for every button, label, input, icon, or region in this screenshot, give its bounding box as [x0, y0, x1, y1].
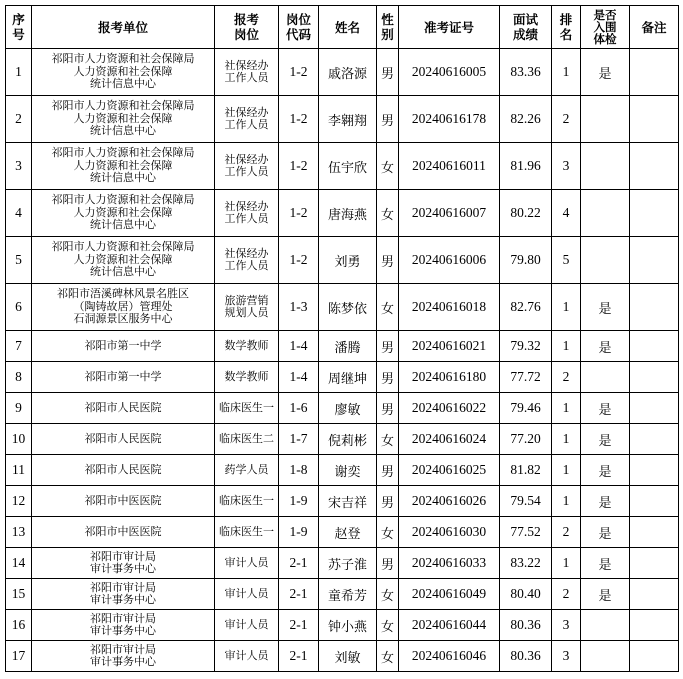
table-row [6, 237, 679, 284]
cell-sex: 男 [377, 237, 399, 284]
cell-score: 77.52 [500, 517, 552, 548]
cell-score: 79.32 [500, 331, 552, 362]
cell-rank: 5 [552, 237, 581, 284]
cell-unit-line: 统计信息中心 [90, 265, 156, 279]
cell-post-line: 工作人员 [224, 118, 269, 131]
cell-rank: 1 [552, 393, 581, 424]
cell-unit-line: 统计信息中心 [90, 171, 156, 185]
cell-exam: 20240616007 [399, 190, 500, 237]
cell-idx: 13 [6, 517, 32, 548]
cell-unit [32, 284, 215, 331]
cell-post [215, 517, 279, 548]
cell-name: 刘敏 [319, 641, 377, 672]
cell-note [630, 143, 679, 190]
cell-score: 81.82 [500, 455, 552, 486]
cell-pass [581, 610, 630, 641]
cell-pass: 是 [581, 517, 630, 548]
cell-unit [32, 96, 215, 143]
cell-rank: 2 [552, 96, 581, 143]
cell-unit-line: 人力资源和社会保障 [73, 205, 173, 219]
cell-post [215, 579, 279, 610]
cell-name: 伍宇欣 [319, 143, 377, 190]
cell-unit [32, 579, 215, 610]
cell-unit-line: 祁阳市人力资源和社会保障局 [51, 146, 195, 160]
cell-idx: 10 [6, 424, 32, 455]
cell-post-line: 药学人员 [224, 462, 269, 476]
cell-rank: 3 [552, 143, 581, 190]
cell-rank: 4 [552, 190, 581, 237]
cell-code: 1-3 [279, 284, 319, 331]
cell-sex: 男 [377, 486, 399, 517]
cell-post-line: 数学教师 [224, 369, 269, 383]
cell-unit [32, 143, 215, 190]
cell-sex: 男 [377, 96, 399, 143]
cell-post-line: 社保经办 [224, 246, 269, 260]
cell-note [630, 455, 679, 486]
table-body [6, 49, 679, 672]
table-row [6, 362, 679, 393]
cell-idx: 16 [6, 610, 32, 641]
cell-unit [32, 331, 215, 362]
cell-note [630, 96, 679, 143]
cell-name: 戚洛源 [319, 49, 377, 96]
cell-unit-line: 祁阳市人力资源和社会保障局 [51, 240, 195, 254]
interview-results-table [5, 5, 679, 672]
cell-pass: 是 [581, 424, 630, 455]
cell-pass [581, 96, 630, 143]
cell-idx: 9 [6, 393, 32, 424]
table-row [6, 517, 679, 548]
cell-unit-line: 祁阳市审计局 [90, 611, 156, 625]
cell-pass: 是 [581, 548, 630, 579]
cell-note [630, 49, 679, 96]
cell-exam: 20240616026 [399, 486, 500, 517]
cell-code: 2-1 [279, 610, 319, 641]
cell-post-line: 临床医生二 [219, 431, 274, 445]
table-row [6, 548, 679, 579]
cell-rank: 1 [552, 49, 581, 96]
cell-sex: 女 [377, 284, 399, 331]
cell-post-line: 数学教师 [224, 338, 269, 352]
cell-sex: 男 [377, 362, 399, 393]
cell-idx: 7 [6, 331, 32, 362]
cell-unit-line: 人力资源和社会保障 [73, 64, 173, 78]
cell-rank: 1 [552, 486, 581, 517]
cell-post [215, 486, 279, 517]
cell-rank: 1 [552, 284, 581, 331]
cell-exam: 20240616006 [399, 237, 500, 284]
cell-code: 1-8 [279, 455, 319, 486]
cell-score: 83.36 [500, 49, 552, 96]
header-name: 姓名 [319, 6, 377, 49]
cell-note [630, 610, 679, 641]
cell-unit [32, 237, 215, 284]
cell-post [215, 331, 279, 362]
cell-note [630, 237, 679, 284]
cell-unit-line: 人力资源和社会保障 [73, 111, 173, 125]
cell-post-line: 临床医生一 [219, 524, 274, 538]
cell-sex: 女 [377, 424, 399, 455]
cell-sex: 男 [377, 49, 399, 96]
cell-post [215, 424, 279, 455]
cell-post [215, 455, 279, 486]
cell-code: 1-7 [279, 424, 319, 455]
cell-idx: 11 [6, 455, 32, 486]
cell-score: 82.76 [500, 284, 552, 331]
cell-name: 谢奕 [319, 455, 377, 486]
cell-idx: 3 [6, 143, 32, 190]
cell-unit-line: 祁阳市第一中学 [84, 338, 162, 352]
cell-post-line: 审计人员 [224, 648, 269, 662]
cell-score: 80.40 [500, 579, 552, 610]
cell-code: 1-2 [279, 49, 319, 96]
cell-code: 2-1 [279, 641, 319, 672]
cell-name: 钟小燕 [319, 610, 377, 641]
cell-score: 79.80 [500, 237, 552, 284]
cell-pass: 是 [581, 455, 630, 486]
cell-idx: 6 [6, 284, 32, 331]
cell-exam: 20240616046 [399, 641, 500, 672]
cell-name: 廖敏 [319, 393, 377, 424]
cell-post [215, 96, 279, 143]
cell-exam: 20240616033 [399, 548, 500, 579]
cell-post-line: 旅游营销 [224, 293, 269, 307]
table-row [6, 143, 679, 190]
cell-pass: 是 [581, 486, 630, 517]
cell-sex: 男 [377, 455, 399, 486]
cell-code: 1-2 [279, 237, 319, 284]
cell-name: 童希芳 [319, 579, 377, 610]
cell-unit-line: 祁阳市人力资源和社会保障局 [51, 52, 195, 66]
cell-post [215, 393, 279, 424]
cell-unit [32, 610, 215, 641]
cell-post-line: 审计人员 [224, 617, 269, 631]
cell-idx: 8 [6, 362, 32, 393]
header-idx: 序 号 [6, 6, 32, 49]
cell-unit-line: 祁阳市中医医院 [84, 493, 162, 507]
cell-post-line: 审计人员 [224, 586, 269, 600]
cell-unit-line: 祁阳市中医医院 [84, 524, 162, 538]
cell-note [630, 641, 679, 672]
cell-rank: 2 [552, 517, 581, 548]
cell-rank: 1 [552, 548, 581, 579]
cell-unit-line: 审计事务中心 [90, 562, 156, 575]
header-post: 报考 岗位 [215, 6, 279, 49]
cell-sex: 男 [377, 331, 399, 362]
table-row [6, 284, 679, 331]
cell-code: 1-2 [279, 96, 319, 143]
cell-pass: 是 [581, 579, 630, 610]
cell-score: 83.22 [500, 548, 552, 579]
cell-unit-line: 统计信息中心 [90, 218, 156, 232]
cell-rank: 1 [552, 455, 581, 486]
cell-unit [32, 393, 215, 424]
cell-score: 79.54 [500, 486, 552, 517]
cell-unit-line: 祁阳市人民医院 [84, 431, 162, 445]
cell-name: 潘腾 [319, 331, 377, 362]
cell-post-line: 审计人员 [224, 555, 269, 569]
cell-post [215, 49, 279, 96]
cell-name: 倪莉彬 [319, 424, 377, 455]
cell-post [215, 548, 279, 579]
cell-unit-line: 祁阳市审计局 [90, 549, 156, 563]
cell-post-line: 工作人员 [224, 71, 269, 84]
cell-unit-line: 审计事务中心 [90, 655, 156, 668]
cell-post [215, 190, 279, 237]
cell-rank: 2 [552, 362, 581, 393]
cell-rank: 1 [552, 424, 581, 455]
cell-name: 周继坤 [319, 362, 377, 393]
cell-pass [581, 143, 630, 190]
cell-rank: 1 [552, 331, 581, 362]
cell-post-line: 临床医生一 [219, 493, 274, 507]
cell-note [630, 362, 679, 393]
cell-unit-line: 审计事务中心 [90, 624, 156, 637]
table-row [6, 610, 679, 641]
cell-score: 82.26 [500, 96, 552, 143]
cell-code: 1-9 [279, 517, 319, 548]
cell-rank: 3 [552, 641, 581, 672]
cell-sex: 女 [377, 610, 399, 641]
cell-score: 80.36 [500, 641, 552, 672]
cell-unit-line: 祁阳市人力资源和社会保障局 [51, 193, 195, 207]
cell-exam: 20240616030 [399, 517, 500, 548]
cell-pass [581, 237, 630, 284]
cell-exam: 20240616005 [399, 49, 500, 96]
header-score: 面试 成绩 [500, 6, 552, 49]
cell-code: 1-4 [279, 362, 319, 393]
cell-sex: 男 [377, 393, 399, 424]
cell-unit [32, 486, 215, 517]
cell-unit-line: 祁阳市第一中学 [84, 369, 162, 383]
cell-exam: 20240616022 [399, 393, 500, 424]
cell-pass: 是 [581, 284, 630, 331]
cell-idx: 12 [6, 486, 32, 517]
cell-note [630, 190, 679, 237]
cell-post-line: 社保经办 [224, 152, 269, 166]
table-row [6, 190, 679, 237]
cell-post-line: 工作人员 [224, 259, 269, 272]
cell-sex: 女 [377, 641, 399, 672]
cell-post [215, 237, 279, 284]
cell-post-line: 社保经办 [224, 199, 269, 213]
header-code: 岗位 代码 [279, 6, 319, 49]
cell-idx: 4 [6, 190, 32, 237]
cell-unit [32, 517, 215, 548]
cell-pass [581, 362, 630, 393]
cell-post [215, 143, 279, 190]
cell-sex: 女 [377, 579, 399, 610]
table-row [6, 424, 679, 455]
cell-unit-line: 审计事务中心 [90, 593, 156, 606]
cell-idx: 15 [6, 579, 32, 610]
header-note: 备注 [630, 6, 679, 49]
cell-code: 1-9 [279, 486, 319, 517]
cell-unit-line: 统计信息中心 [90, 124, 156, 138]
cell-exam: 20240616049 [399, 579, 500, 610]
cell-unit-line: 人力资源和社会保障 [73, 158, 173, 172]
cell-code: 1-6 [279, 393, 319, 424]
cell-name: 李翱翔 [319, 96, 377, 143]
cell-unit-line: 祁阳市人力资源和社会保障局 [51, 99, 195, 113]
cell-pass [581, 190, 630, 237]
cell-pass: 是 [581, 331, 630, 362]
cell-score: 80.36 [500, 610, 552, 641]
cell-sex: 女 [377, 190, 399, 237]
cell-note [630, 517, 679, 548]
cell-rank: 2 [552, 579, 581, 610]
table-row [6, 579, 679, 610]
header-exam: 准考证号 [399, 6, 500, 49]
cell-unit [32, 548, 215, 579]
cell-score: 77.20 [500, 424, 552, 455]
table-row [6, 641, 679, 672]
cell-unit-line: 祁阳市审计局 [90, 580, 156, 594]
header-row [6, 6, 679, 49]
cell-post [215, 362, 279, 393]
cell-note [630, 548, 679, 579]
cell-note [630, 579, 679, 610]
cell-post-line: 规划人员 [224, 306, 269, 319]
cell-idx: 1 [6, 49, 32, 96]
cell-code: 1-2 [279, 143, 319, 190]
cell-note [630, 284, 679, 331]
cell-unit [32, 641, 215, 672]
table-row [6, 331, 679, 362]
cell-pass: 是 [581, 393, 630, 424]
table-row [6, 393, 679, 424]
cell-name: 刘勇 [319, 237, 377, 284]
table-row [6, 455, 679, 486]
cell-post [215, 610, 279, 641]
cell-code: 2-1 [279, 548, 319, 579]
cell-score: 79.46 [500, 393, 552, 424]
cell-sex: 女 [377, 143, 399, 190]
cell-unit-line: 祁阳市审计局 [90, 642, 156, 656]
cell-unit-line: 石洞源景区服务中心 [73, 312, 173, 326]
cell-unit-line: 统计信息中心 [90, 77, 156, 91]
cell-post-line: 临床医生一 [219, 400, 274, 414]
cell-idx: 17 [6, 641, 32, 672]
cell-exam: 20240616044 [399, 610, 500, 641]
cell-sex: 女 [377, 517, 399, 548]
cell-score: 80.22 [500, 190, 552, 237]
cell-unit [32, 190, 215, 237]
cell-unit-line: 人力资源和社会保障 [73, 252, 173, 266]
cell-exam: 20240616011 [399, 143, 500, 190]
header-unit: 报考单位 [32, 6, 215, 49]
header-sex: 性 别 [377, 6, 399, 49]
cell-post-line: 社保经办 [224, 58, 269, 72]
cell-code: 1-4 [279, 331, 319, 362]
cell-idx: 14 [6, 548, 32, 579]
cell-unit-line: 祁阳市人民医院 [84, 400, 162, 414]
cell-post-line: 工作人员 [224, 165, 269, 178]
cell-rank: 3 [552, 610, 581, 641]
cell-exam: 20240616018 [399, 284, 500, 331]
cell-name: 赵登 [319, 517, 377, 548]
cell-post-line: 工作人员 [224, 212, 269, 225]
cell-sex: 男 [377, 548, 399, 579]
cell-name: 苏子淮 [319, 548, 377, 579]
cell-unit [32, 424, 215, 455]
cell-unit [32, 455, 215, 486]
cell-post-line: 社保经办 [224, 105, 269, 119]
cell-unit [32, 49, 215, 96]
cell-post [215, 641, 279, 672]
cell-name: 宋吉祥 [319, 486, 377, 517]
cell-post [215, 284, 279, 331]
cell-note [630, 393, 679, 424]
cell-unit-line: 祁阳市人民医院 [84, 462, 162, 476]
cell-unit-line: （陶铸故居）管理处 [73, 299, 173, 313]
cell-idx: 2 [6, 96, 32, 143]
cell-pass [581, 641, 630, 672]
cell-note [630, 331, 679, 362]
table-row [6, 96, 679, 143]
cell-pass: 是 [581, 49, 630, 96]
cell-unit [32, 362, 215, 393]
cell-exam: 20240616180 [399, 362, 500, 393]
header-pass: 是否 入围 体检 [581, 6, 630, 49]
cell-code: 1-2 [279, 190, 319, 237]
cell-unit-line: 祁阳市浯溪碑林风景名胜区 [57, 287, 189, 301]
table-row [6, 486, 679, 517]
cell-exam: 20240616025 [399, 455, 500, 486]
cell-idx: 5 [6, 237, 32, 284]
cell-score: 81.96 [500, 143, 552, 190]
cell-name: 唐海燕 [319, 190, 377, 237]
cell-exam: 20240616021 [399, 331, 500, 362]
table-row [6, 49, 679, 96]
header-rank: 排 名 [552, 6, 581, 49]
cell-note [630, 486, 679, 517]
cell-code: 2-1 [279, 579, 319, 610]
cell-exam: 20240616178 [399, 96, 500, 143]
cell-name: 陈梦依 [319, 284, 377, 331]
cell-exam: 20240616024 [399, 424, 500, 455]
cell-score: 77.72 [500, 362, 552, 393]
cell-note [630, 424, 679, 455]
